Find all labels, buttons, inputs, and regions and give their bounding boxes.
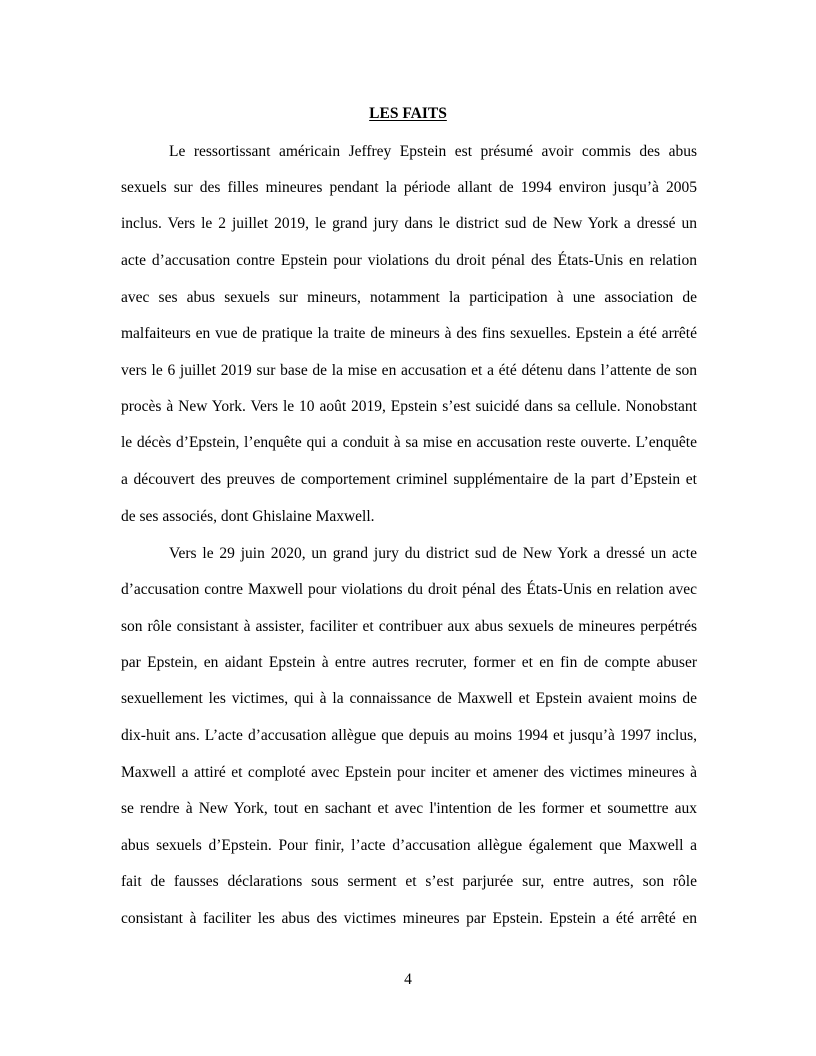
paragraph-line: Le ressortissant américain Jeffrey Epstein est présumé avoir commis des abus	[169, 143, 697, 160]
paragraph-line: par Epstein, en aidant Epstein à entre autres recruter, former et en fin de compte abuser	[121, 654, 697, 671]
paragraph-line: se rendre à New York, tout en sachant et avec l'intention de les former et soumettre aux	[121, 800, 697, 817]
page-number: 4	[404, 971, 412, 988]
paragraph-line: inclus. Vers le 2 juillet 2019, le grand jury dans le district sud de New York a dressé un	[121, 215, 697, 232]
paragraph-line: consistant à faciliter les abus des victimes mineures par Epstein. Epstein a été arrêté en	[121, 910, 697, 927]
paragraph-line: vers le 6 juillet 2019 sur base de la mise en accusation et a été détenu dans l’attente de son	[121, 362, 697, 379]
paragraph-line: le décès d’Epstein, l’enquête qui a conduit à sa mise en accusation reste ouverte. L’enquête	[121, 434, 697, 451]
paragraph-line: son rôle consistant à assister, faciliter et contribuer aux abus sexuels de mineures perpétrés	[121, 618, 697, 635]
paragraph-line: d’accusation contre Maxwell pour violations du droit pénal des États-Unis en relation avec	[121, 581, 697, 598]
paragraph-line: sexuels sur des filles mineures pendant la période allant de 1994 environ jusqu’à 2005	[121, 179, 697, 196]
paragraph-line: sexuellement les victimes, qui à la connaissance de Maxwell et Epstein avaient moins de	[121, 690, 697, 707]
section-heading: LES FAITS	[369, 105, 447, 122]
paragraph-line: acte d’accusation contre Epstein pour violations du droit pénal des États-Unis en relation	[121, 252, 697, 269]
paragraph-line: a découvert des preuves de comportement criminel supplémentaire de la part d’Epstein et	[121, 471, 697, 488]
paragraph-line: Maxwell a attiré et comploté avec Epstein pour inciter et amener des victimes mineures à	[121, 764, 697, 781]
paragraph-line: abus sexuels d’Epstein. Pour finir, l’acte d’accusation allègue également que Maxwell a	[121, 837, 697, 854]
paragraph-line: fait de fausses déclarations sous serment et s’est parjurée sur, entre autres, son rôle	[121, 873, 697, 890]
paragraph-line: avec ses abus sexuels sur mineurs, notamment la participation à une association de	[121, 289, 697, 306]
paragraph-line: dix-huit ans. L’acte d’accusation allègue que depuis au moins 1994 et jusqu’à 1997 inclus,	[121, 727, 697, 744]
paragraph-line: de ses associés, dont Ghislaine Maxwell.	[121, 508, 375, 525]
paragraph-line: malfaiteurs en vue de pratique la traite de mineurs à des fins sexuelles. Epstein a été arrêté	[121, 325, 697, 342]
paragraph-line: Vers le 29 juin 2020, un grand jury du district sud de New York a dressé un acte	[169, 545, 697, 562]
paragraph-line: procès à New York. Vers le 10 août 2019, Epstein s’est suicidé dans sa cellule. Nonobstant	[121, 398, 697, 415]
